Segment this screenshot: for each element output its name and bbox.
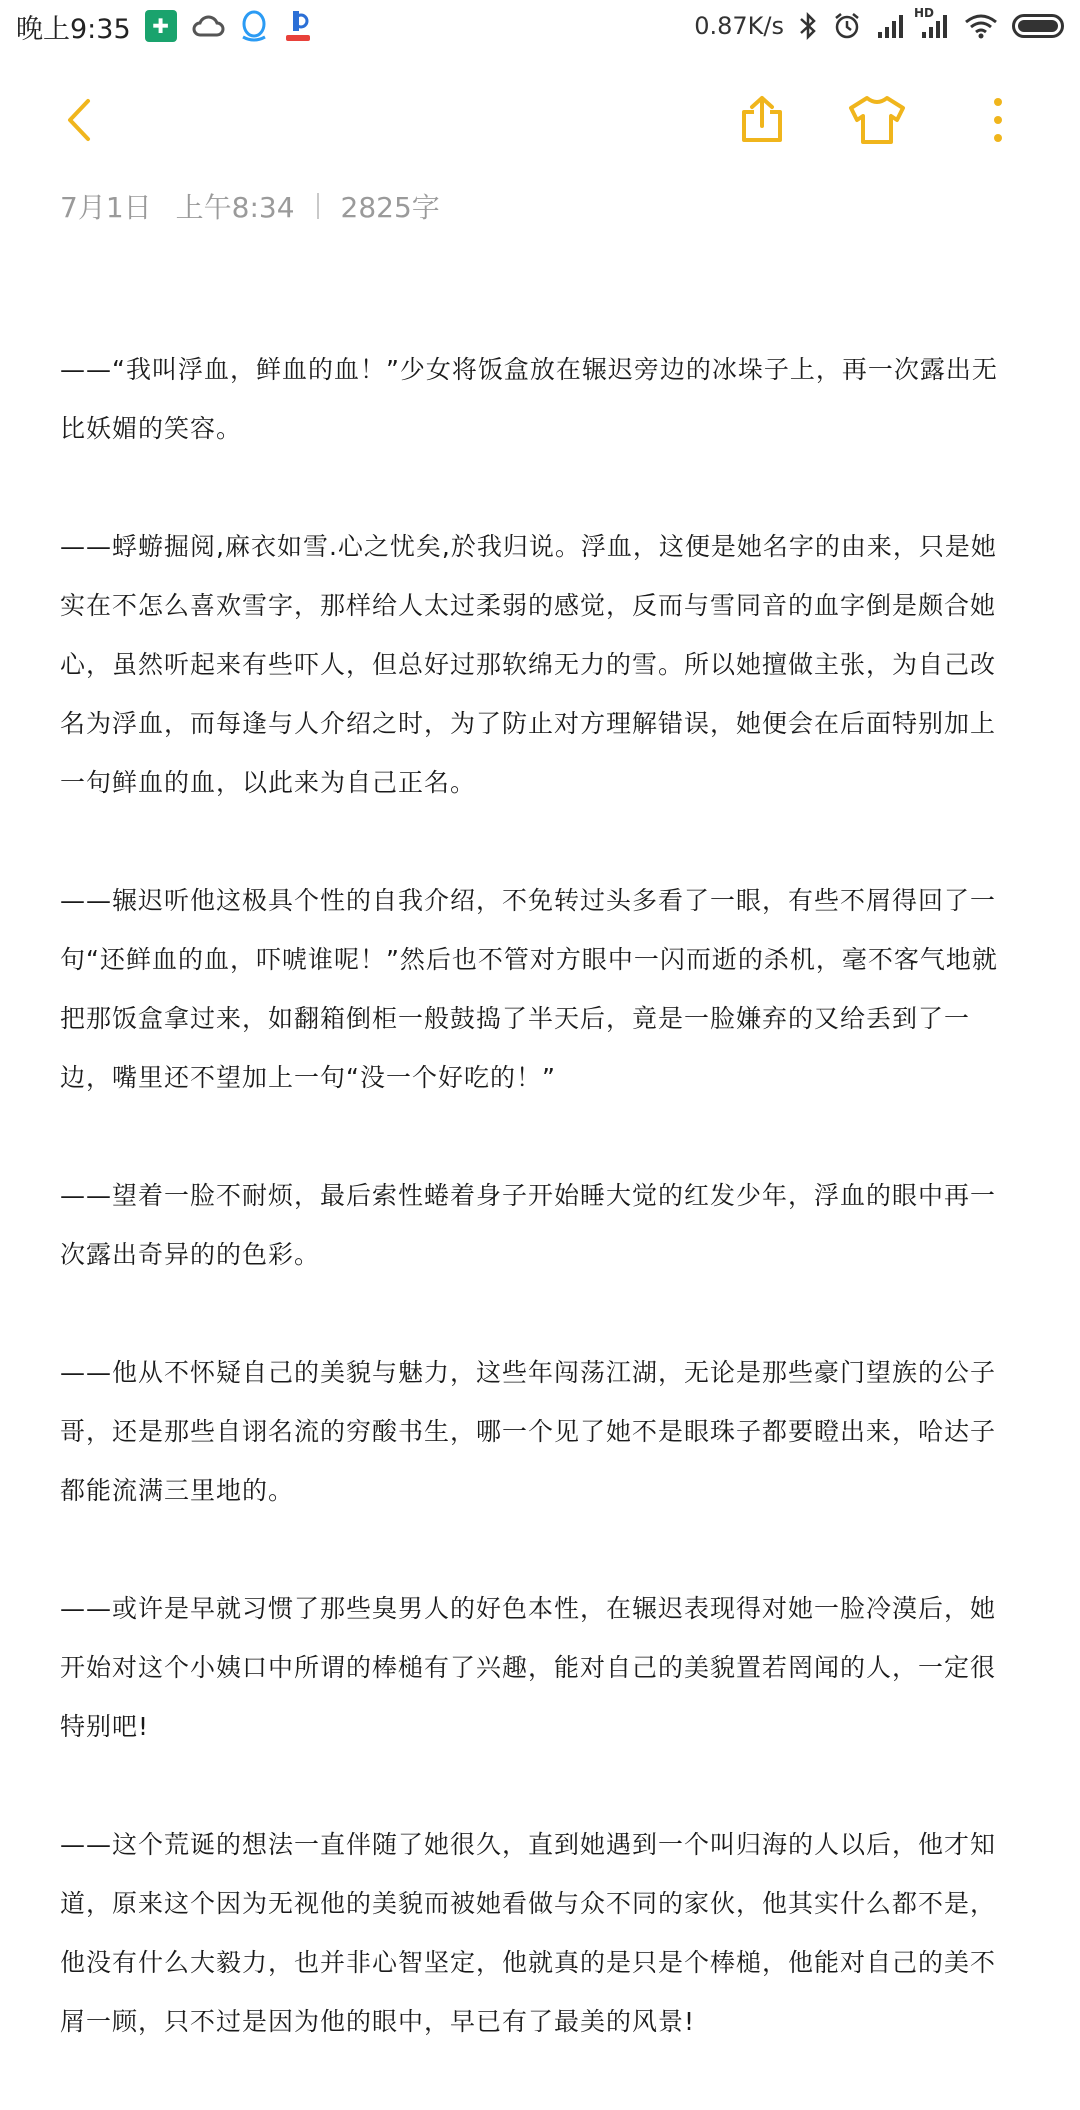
more-button[interactable]: [966, 88, 1030, 152]
share-icon: [736, 94, 788, 146]
qq-icon: [239, 9, 269, 43]
bluetooth-icon: [798, 11, 818, 41]
tshirt-icon: [847, 94, 907, 146]
battery-fill: [1018, 20, 1058, 32]
hd-label: HD: [914, 6, 935, 20]
status-left: [16, 7, 313, 46]
status-time: 晚上9:35: [16, 13, 131, 45]
paragraph: ——或许是早就习惯了那些臭男人的好色本性，在辗迟表现得对她一脸冷漠后，她开始对这个小姨口中所谓的棒槌有了兴趣，能对自己的美貌置若罔闻的人，一定很特别吧!: [60, 1594, 997, 1741]
paragraph: ——这个荒诞的想法一直伴随了她很久，直到她遇到一个叫归海的人以后，他才知道，原来这个因为无视他的美貌而被她看做与众不同的家伙，他其实什么都不是，他没有什么大毅力，也并非心智坚定，他就真的是只是个棒槌，他能对自己的美不屑一顾，只不过是因为他的眼中，早已有了最美的风景!: [60, 1830, 997, 2036]
paragraph: ——“我叫浮血，鲜血的血！”少女将饭盒放在辗迟旁边的冰垛子上，再一次露出无比妖媚的笑容。: [60, 355, 998, 443]
theme-button[interactable]: [845, 88, 909, 152]
share-button[interactable]: [730, 88, 794, 152]
meta-divider: [317, 193, 319, 219]
alarm-icon: [832, 11, 862, 41]
chevron-left-icon: [58, 95, 98, 145]
wifi-icon: [964, 13, 998, 39]
battery-icon: [1012, 14, 1064, 38]
status-right: [694, 6, 1064, 41]
cloud-icon: [191, 14, 225, 38]
note-date: 7月1日: [60, 191, 152, 224]
paragraph: ——辗迟听他这极具个性的自我介绍，不免转过头多看了一眼，有些不屑得回了一句“还鲜血的血，吓唬谁呢！”然后也不管对方眼中一闪而逝的杀机，毫不客气地就把那饭盒拿过来，如翻箱倒柜一般鼓捣了半天后，竟是一脸嫌弃的又给丢到了一边，嘴里还不望加上一句“没一个好吃的！”: [60, 886, 998, 1092]
paragraph: ——他从不怀疑自己的美貌与魅力，这些年闯荡江湖，无论是那些豪门望族的公子哥，还是那些自诩名流的穷酸书生，哪一个见了她不是眼珠子都要瞪出来，哈达子都能流满三里地的。: [60, 1358, 997, 1505]
note-meta: [60, 186, 440, 226]
more-vertical-icon: [990, 96, 1006, 144]
word-count: 2825字: [340, 191, 440, 224]
paragraph: ——蜉蝣掘阅,麻衣如雪.心之忧矣,於我归说。浮血，这便是她名字的由来，只是她实在不怎么喜欢雪字，那样给人太过柔弱的感觉，反而与雪同音的血字倒是颇合她心，虽然听起来有些吓人，但总好过那软绵无力的雪。所以她擅做主张，为自己改名为浮血，而每逢与人介绍之时，为了防止对方理解错误，她便会在后面特别加上一句鲜血的血，以此来为自己正名。: [60, 532, 997, 797]
back-button[interactable]: [46, 88, 110, 152]
note-toolbar: [0, 60, 1080, 180]
red-app-icon: [283, 9, 313, 43]
note-time: 上午8:34: [175, 191, 295, 224]
signal-hd-icon: [914, 6, 950, 40]
note-body[interactable]: [60, 340, 1020, 2110]
status-bar: [0, 0, 1080, 52]
paragraph: ——望着一脸不耐烦，最后索性蜷着身子开始睡大觉的红发少年，浮血的眼中再一次露出奇异的的色彩。: [60, 1181, 997, 1269]
signal-icon: [876, 12, 906, 40]
network-speed: 0.87K/s: [694, 12, 784, 40]
shield-app-icon: ✚: [145, 10, 177, 42]
